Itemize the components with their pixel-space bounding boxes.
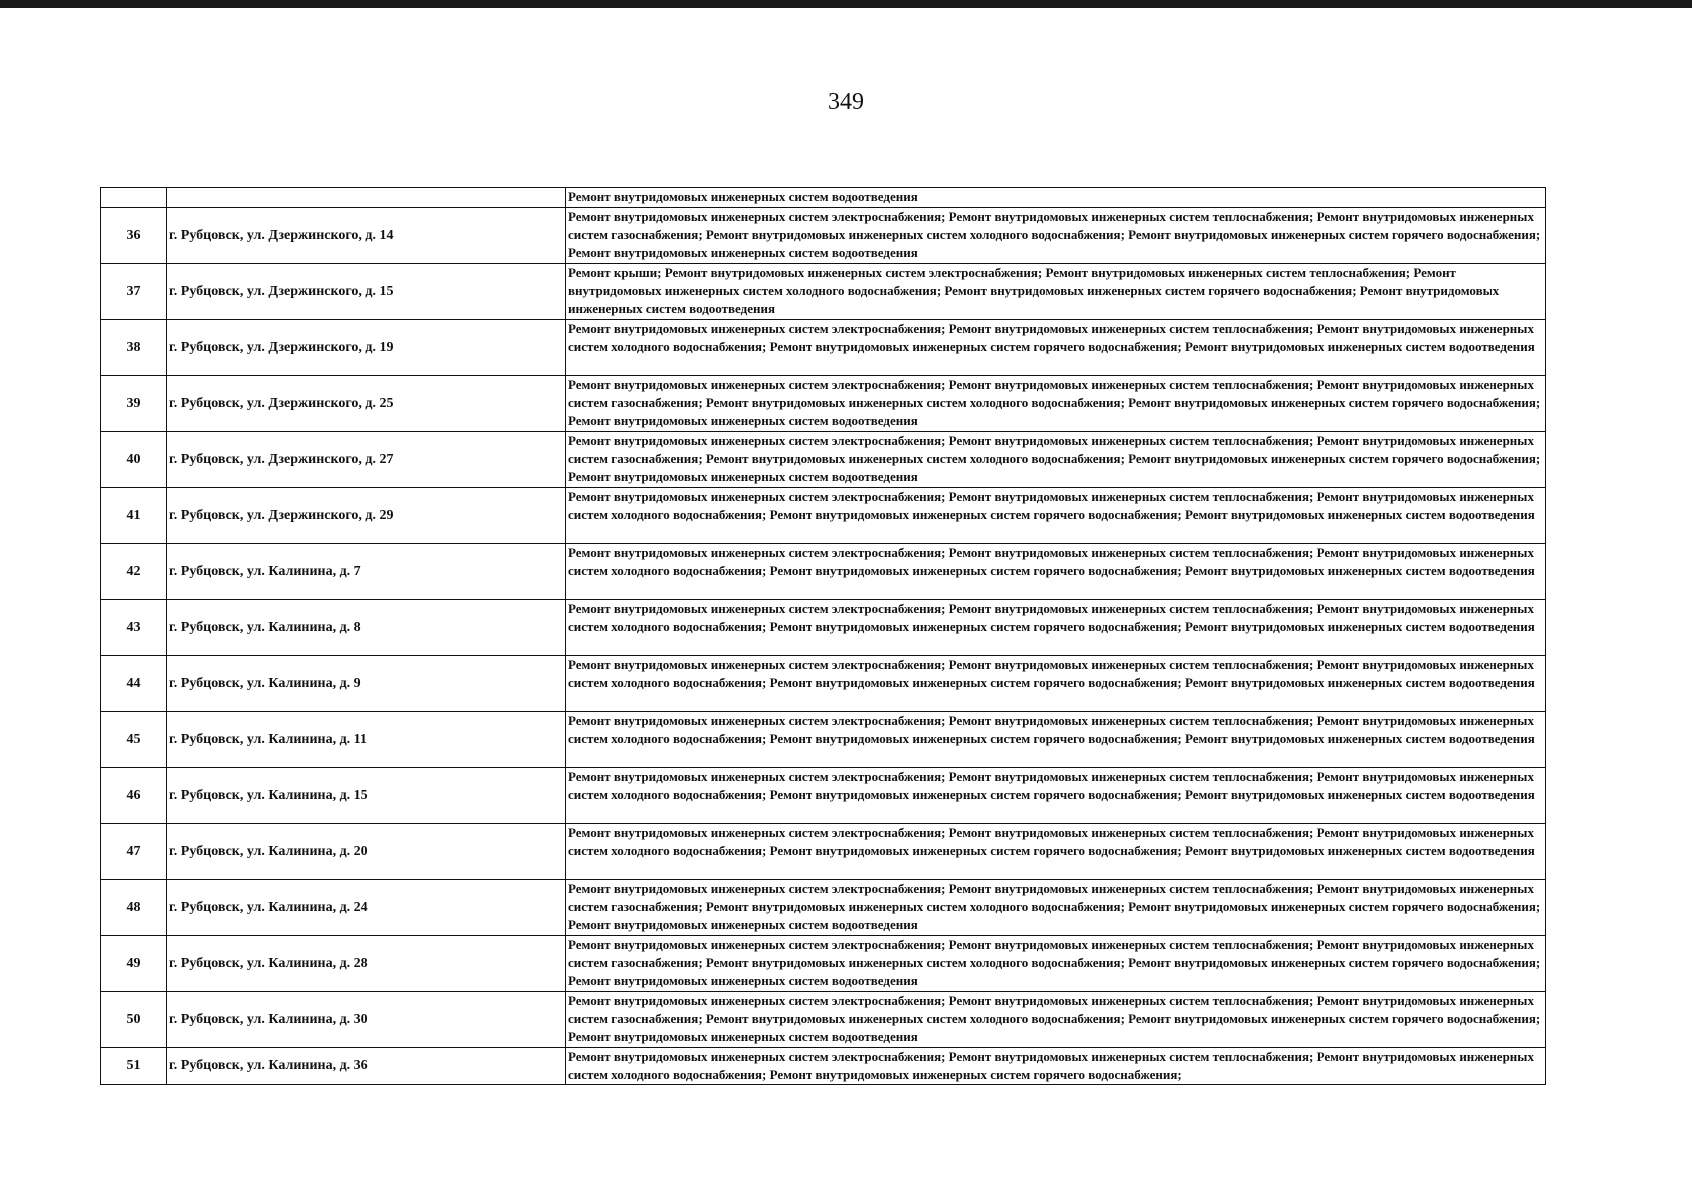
row-number: 51 [101, 1048, 167, 1085]
row-works: Ремонт внутридомовых инженерных систем электроснабжения; Ремонт внутридомовых инженерных систем теплоснабжения; Ремонт внутридомовых инженерных систем холодного водоснабжения; Ремонт внутридомовых инженерных систем горячего водоснабжения; Ремонт внутридомовых инженерных систем водоотведения [566, 544, 1546, 600]
table-row [101, 264, 1546, 320]
row-number: 49 [101, 936, 167, 992]
row-address: г. Рубцовск, ул. Калинина, д. 9 [167, 656, 566, 712]
table-row [101, 432, 1546, 488]
row-number: 48 [101, 880, 167, 936]
row-number: 50 [101, 992, 167, 1048]
row-works: Ремонт внутридомовых инженерных систем электроснабжения; Ремонт внутридомовых инженерных систем теплоснабжения; Ремонт внутридомовых инженерных систем холодного водоснабжения; Ремонт внутридомовых инженерных систем горячего водоснабжения; Ремонт внутридомовых инженерных систем водоотведения [566, 712, 1546, 768]
row-address: г. Рубцовск, ул. Калинина, д. 30 [167, 992, 566, 1048]
row-address: г. Рубцовск, ул. Дзержинского, д. 14 [167, 208, 566, 264]
row-works: Ремонт внутридомовых инженерных систем электроснабжения; Ремонт внутридомовых инженерных систем теплоснабжения; Ремонт внутридомовых инженерных систем газоснабжения; Ремонт внутридомовых инженерных систем холодного водоснабжения; Ремонт внутридомовых инженерных систем горячего водоснабжения; Ремонт внутридомовых инженерных систем водоотведения [566, 432, 1546, 488]
row-number: 43 [101, 600, 167, 656]
table-row-continued [101, 188, 1546, 208]
row-number: 38 [101, 320, 167, 376]
row-number: 39 [101, 376, 167, 432]
row-address: г. Рубцовск, ул. Дзержинского, д. 29 [167, 488, 566, 544]
row-works: Ремонт внутридомовых инженерных систем электроснабжения; Ремонт внутридомовых инженерных систем теплоснабжения; Ремонт внутридомовых инженерных систем холодного водоснабжения; Ремонт внутридомовых инженерных систем горячего водоснабжения; Ремонт внутридомовых инженерных систем водоотведения [566, 768, 1546, 824]
row-works: Ремонт внутридомовых инженерных систем электроснабжения; Ремонт внутридомовых инженерных систем теплоснабжения; Ремонт внутридомовых инженерных систем холодного водоснабжения; Ремонт внутридомовых инженерных систем горячего водоснабжения; Ремонт внутридомовых инженерных систем водоотведения [566, 320, 1546, 376]
row-address: г. Рубцовск, ул. Калинина, д. 8 [167, 600, 566, 656]
row-number [101, 188, 167, 208]
table-row [101, 376, 1546, 432]
table-row [101, 768, 1546, 824]
table-row [101, 320, 1546, 376]
row-number: 44 [101, 656, 167, 712]
scan-top-border [0, 0, 1692, 8]
table-row [101, 208, 1546, 264]
row-works: Ремонт внутридомовых инженерных систем электроснабжения; Ремонт внутридомовых инженерных систем теплоснабжения; Ремонт внутридомовых инженерных систем холодного водоснабжения; Ремонт внутридомовых инженерных систем горячего водоснабжения; Ремонт внутридомовых инженерных систем водоотведения [566, 488, 1546, 544]
row-address: г. Рубцовск, ул. Дзержинского, д. 15 [167, 264, 566, 320]
table-row [101, 1048, 1546, 1085]
row-number: 47 [101, 824, 167, 880]
table-row [101, 824, 1546, 880]
row-works: Ремонт внутридомовых инженерных систем электроснабжения; Ремонт внутридомовых инженерных систем теплоснабжения; Ремонт внутридомовых инженерных систем газоснабжения; Ремонт внутридомовых инженерных систем холодного водоснабжения; Ремонт внутридомовых инженерных систем горячего водоснабжения; Ремонт внутридомовых инженерных систем водоотведения [566, 880, 1546, 936]
row-number: 37 [101, 264, 167, 320]
row-address: г. Рубцовск, ул. Калинина, д. 7 [167, 544, 566, 600]
row-address: г. Рубцовск, ул. Калинина, д. 36 [167, 1048, 566, 1085]
row-works: Ремонт внутридомовых инженерных систем электроснабжения; Ремонт внутридомовых инженерных систем теплоснабжения; Ремонт внутридомовых инженерных систем газоснабжения; Ремонт внутридомовых инженерных систем холодного водоснабжения; Ремонт внутридомовых инженерных систем горячего водоснабжения; Ремонт внутридомовых инженерных систем водоотведения [566, 208, 1546, 264]
table-row [101, 488, 1546, 544]
row-works: Ремонт внутридомовых инженерных систем электроснабжения; Ремонт внутридомовых инженерных систем теплоснабжения; Ремонт внутридомовых инженерных систем газоснабжения; Ремонт внутридомовых инженерных систем холодного водоснабжения; Ремонт внутридомовых инженерных систем горячего водоснабжения; Ремонт внутридомовых инженерных систем водоотведения [566, 992, 1546, 1048]
repair-works-table [100, 187, 1546, 1085]
row-address: г. Рубцовск, ул. Калинина, д. 28 [167, 936, 566, 992]
row-number: 45 [101, 712, 167, 768]
row-address: г. Рубцовск, ул. Калинина, д. 15 [167, 768, 566, 824]
row-address: г. Рубцовск, ул. Дзержинского, д. 27 [167, 432, 566, 488]
row-works: Ремонт внутридомовых инженерных систем электроснабжения; Ремонт внутридомовых инженерных систем теплоснабжения; Ремонт внутридомовых инженерных систем холодного водоснабжения; Ремонт внутридомовых инженерных систем горячего водоснабжения; Ремонт внутридомовых инженерных систем водоотведения [566, 824, 1546, 880]
row-address: г. Рубцовск, ул. Калинина, д. 24 [167, 880, 566, 936]
table-row [101, 936, 1546, 992]
table-row [101, 712, 1546, 768]
row-works: Ремонт внутридомовых инженерных систем электроснабжения; Ремонт внутридомовых инженерных систем теплоснабжения; Ремонт внутридомовых инженерных систем холодного водоснабжения; Ремонт внутридомовых инженерных систем горячего водоснабжения; Ремонт внутридомовых инженерных систем водоотведения [566, 656, 1546, 712]
row-address: г. Рубцовск, ул. Дзержинского, д. 19 [167, 320, 566, 376]
row-number: 36 [101, 208, 167, 264]
table-row [101, 656, 1546, 712]
table-row [101, 880, 1546, 936]
row-works: Ремонт крыши; Ремонт внутридомовых инженерных систем электроснабжения; Ремонт внутридомовых инженерных систем теплоснабжения; Ремонт внутридомовых инженерных систем холодного водоснабжения; Ремонт внутридомовых инженерных систем горячего водоснабжения; Ремонт внутридомовых инженерных систем водоотведения [566, 264, 1546, 320]
row-works: Ремонт внутридомовых инженерных систем электроснабжения; Ремонт внутридомовых инженерных систем теплоснабжения; Ремонт внутридомовых инженерных систем холодного водоснабжения; Ремонт внутридомовых инженерных систем горячего водоснабжения; Ремонт внутридомовых инженерных систем водоотведения [566, 600, 1546, 656]
row-works: Ремонт внутридомовых инженерных систем электроснабжения; Ремонт внутридомовых инженерных систем теплоснабжения; Ремонт внутридомовых инженерных систем газоснабжения; Ремонт внутридомовых инженерных систем холодного водоснабжения; Ремонт внутридомовых инженерных систем горячего водоснабжения; Ремонт внутридомовых инженерных систем водоотведения [566, 936, 1546, 992]
row-number: 42 [101, 544, 167, 600]
row-number: 46 [101, 768, 167, 824]
row-address: г. Рубцовск, ул. Калинина, д. 20 [167, 824, 566, 880]
page-number: 349 [828, 89, 864, 115]
table-row [101, 992, 1546, 1048]
row-number: 40 [101, 432, 167, 488]
table-row [101, 544, 1546, 600]
row-works: Ремонт внутридомовых инженерных систем электроснабжения; Ремонт внутридомовых инженерных систем теплоснабжения; Ремонт внутридомовых инженерных систем газоснабжения; Ремонт внутридомовых инженерных систем холодного водоснабжения; Ремонт внутридомовых инженерных систем горячего водоснабжения; Ремонт внутридомовых инженерных систем водоотведения [566, 376, 1546, 432]
row-address: г. Рубцовск, ул. Дзержинского, д. 25 [167, 376, 566, 432]
row-address [167, 188, 566, 208]
table-body [101, 188, 1546, 1085]
row-address: г. Рубцовск, ул. Калинина, д. 11 [167, 712, 566, 768]
row-number: 41 [101, 488, 167, 544]
table-row [101, 600, 1546, 656]
row-works: Ремонт внутридомовых инженерных систем водоотведения [566, 188, 1546, 208]
row-works: Ремонт внутридомовых инженерных систем электроснабжения; Ремонт внутридомовых инженерных систем теплоснабжения; Ремонт внутридомовых инженерных систем холодного водоснабжения; Ремонт внутридомовых инженерных систем горячего водоснабжения; [566, 1048, 1546, 1085]
